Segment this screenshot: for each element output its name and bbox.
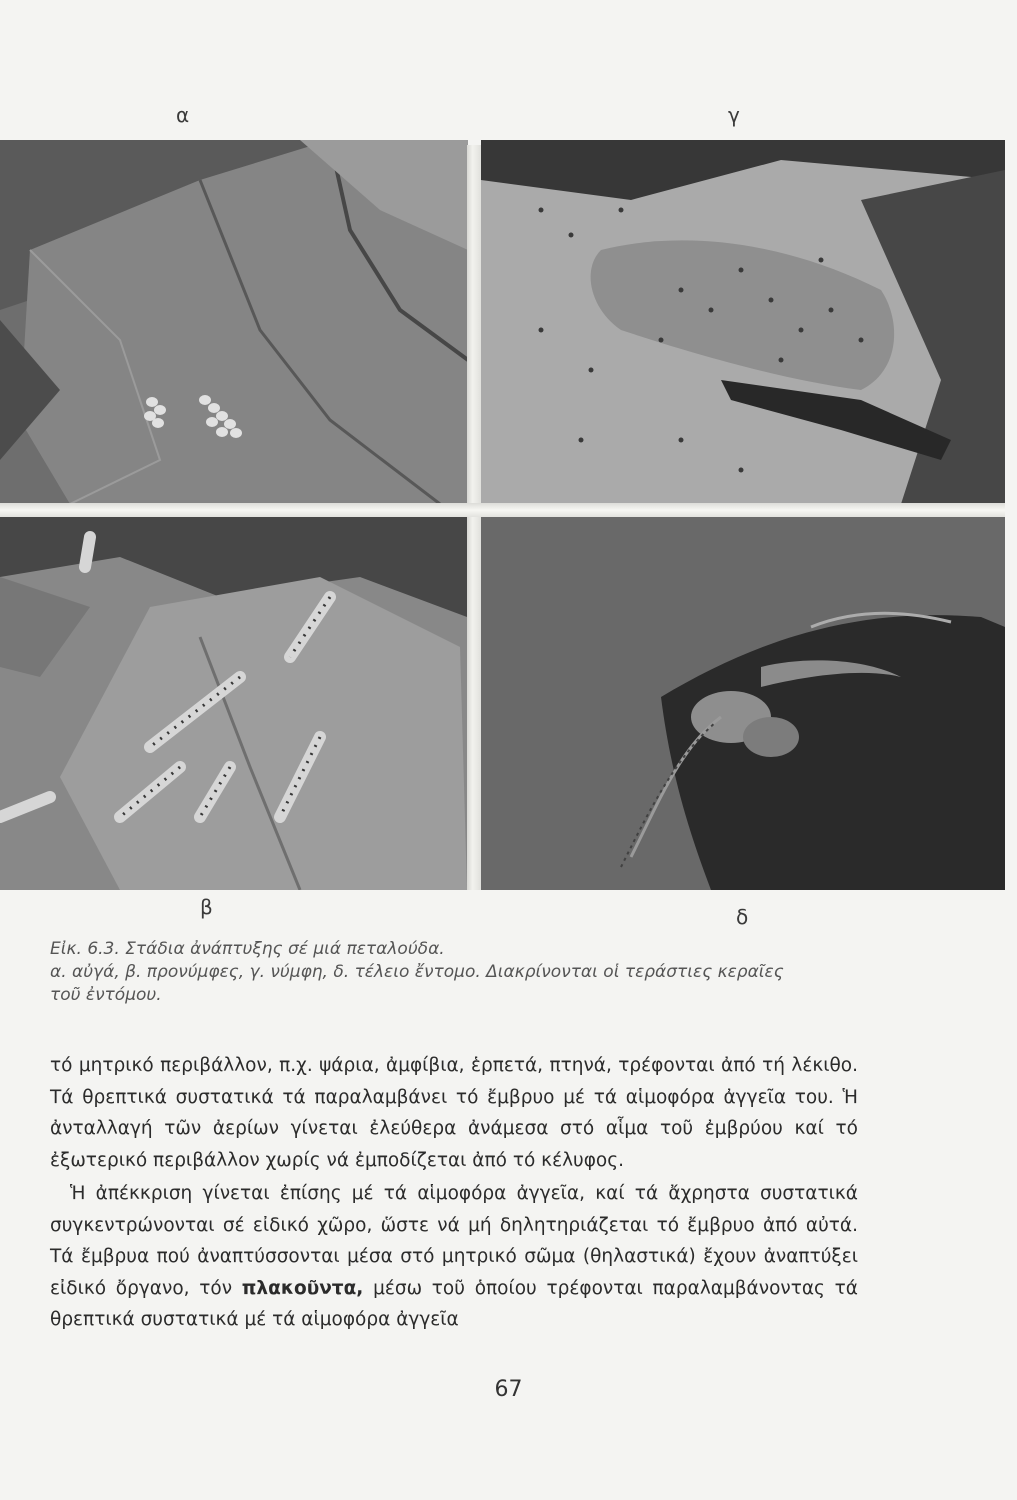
photo-eggs-on-leaf <box>0 140 468 504</box>
caption-line-1: Εἰκ. 6.3. Στάδια ἀνάπτυξης σέ μιά πεταλούδα. <box>50 939 445 959</box>
photo-caterpillars <box>0 517 467 890</box>
photo-pupa <box>481 140 1005 504</box>
paragraph-2-start: Ἡ ἀπέκκριση γίνεται ἐπίσης μέ τά αἱμοφόρα ἀγγεῖα, καί τά ἄχρηστα συστατικά συγκεντρώνονται σέ εἰδικό χῶρο, ὥστε νά μή δηλητηριάζεται τό ἔμβρυο ἀπό αὐτά. Τά ἔμβρυα πού ἀναπτύσσονται μέσα στό μητρικό σῶμα (θηλαστικά) ἔχουν ἀναπτύξει εἰδικό ὄργανο, τόν <box>50 1183 858 1299</box>
label-delta: δ <box>736 905 749 929</box>
page-number: 67 <box>494 1377 523 1402</box>
label-beta: β <box>200 895 213 919</box>
figure-horizontal-divider <box>0 503 1005 517</box>
label-alpha: α <box>176 103 190 127</box>
figure-vertical-divider <box>467 145 481 890</box>
paragraph-1: τό μητρικό περιβάλλον, π.χ. ψάρια, ἀμφίβια, ἑρπετά, πτηνά, τρέφονται ἀπό τή λέκιθο. Τά θρεπτικά συστατικά τά παραλαμβάνει τό ἔμβρυο μέ τά αἱμοφόρα ἀγγεῖα του. Ἡ ἀνταλλαγή τῶν ἀερίων γίνεται ἐλεύθερα ἀνάμεσα στό αἷμα τοῦ ἐμβρύου καί τό ἐξωτερικό περιβάλλον χωρίς νά ἐμποδίζεται ἀπό τό κέλυφος. <box>50 1055 858 1171</box>
caption-line-3: τοῦ ἐντόμου. <box>50 985 162 1005</box>
body-text <box>50 1050 858 1336</box>
paragraph-2 <box>50 1178 858 1336</box>
paragraph-2-end: μέσω τοῦ ὁποίου τρέφονται παραλαμβάνοντας τά θρεπτικά συστατικά μέ τά αἱμοφόρα ἀγγεῖα <box>50 1277 858 1330</box>
figure-caption <box>50 938 950 1007</box>
caption-line-2: α. αὐγά, β. προνύμφες, γ. νύμφη, δ. τέλειο ἔντομο. Διακρίνονται οἱ τεράστιες κεραῖες <box>50 962 784 982</box>
term-placenta: πλακοῦντα, <box>241 1277 364 1299</box>
label-gamma: γ <box>728 103 740 127</box>
photo-adult-insect <box>481 517 1005 890</box>
